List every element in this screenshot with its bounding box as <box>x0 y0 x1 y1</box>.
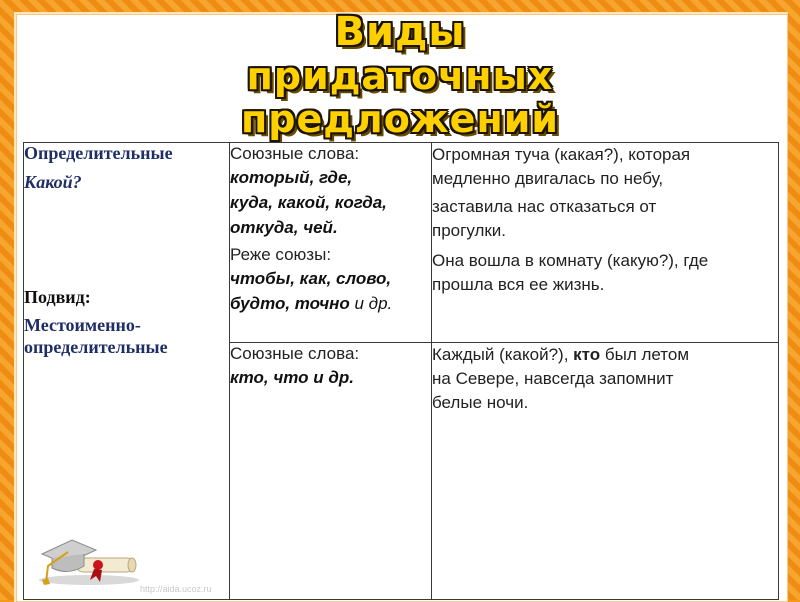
rare-words-etc: и др. <box>349 294 393 313</box>
conj-words-etc: и др. <box>308 368 354 387</box>
conj-words-main: кто, что <box>230 368 309 387</box>
example-3-part-2: был летом <box>600 345 690 364</box>
example-1-line-1: Огромная туча (какая?), которая <box>432 145 691 164</box>
rare-words <box>230 266 431 316</box>
type-question: Какой? <box>24 172 82 192</box>
conj-label: Союзные слова: <box>230 344 360 363</box>
rare-words-line-2 <box>230 291 431 316</box>
graduation-cap-diploma-icon <box>34 536 144 586</box>
rare-words-main: будто, точно <box>230 294 350 313</box>
conj-words-line-2: куда, какой, когда, <box>230 193 387 212</box>
subtype-name <box>24 314 229 358</box>
conj-words-line-3: откуда, чей. <box>230 218 338 237</box>
watermark: http://aida.ucoz.ru <box>140 584 212 594</box>
title-line-3: предложений <box>241 97 559 141</box>
example-2-line-2: прошла вся ее жизнь. <box>432 275 605 294</box>
example-3-line-2: на Севере, навсегда запомнит <box>432 369 674 388</box>
conj-words <box>230 365 431 390</box>
example-2-line-1: Она вошла в комнату (какую?), где <box>432 251 709 270</box>
conj-words <box>230 165 431 240</box>
example-1 <box>432 143 778 243</box>
example-3-line-3: белые ночи. <box>432 393 529 412</box>
conjunctions-cell <box>230 143 432 343</box>
type-heading: Определительные <box>24 143 173 163</box>
conj-words-line-1: который, где, <box>230 168 353 187</box>
conj-label: Союзные слова: <box>230 144 360 163</box>
examples-cell <box>432 343 779 600</box>
example-3-part-1: Каждый (какой?), <box>432 345 574 364</box>
title-line-1: Виды <box>334 9 466 55</box>
subtype-line-2: определительные <box>24 337 168 357</box>
examples-cell <box>432 143 779 343</box>
subtype-line-1: Местоименно- <box>24 315 141 335</box>
example-1-line-3: заставила нас отказаться от <box>432 197 657 216</box>
subtype-label: Подвид: <box>24 287 91 307</box>
type-cell <box>24 143 230 600</box>
example-3-line-1 <box>432 343 778 367</box>
example-3-kto: кто <box>573 345 601 364</box>
table-row <box>24 143 779 343</box>
title-line-2: придаточных <box>246 54 554 98</box>
rare-label: Реже союзы: <box>230 245 332 264</box>
example-3 <box>432 343 778 415</box>
clauses-table <box>23 142 779 600</box>
example-1-line-4: прогулки. <box>432 221 507 240</box>
rare-words-line-1: чтобы, как, слово, <box>230 269 392 288</box>
example-1-line-2: медленно двигалась по небу, <box>432 169 664 188</box>
example-2 <box>432 249 778 297</box>
conjunctions-cell <box>230 343 432 600</box>
